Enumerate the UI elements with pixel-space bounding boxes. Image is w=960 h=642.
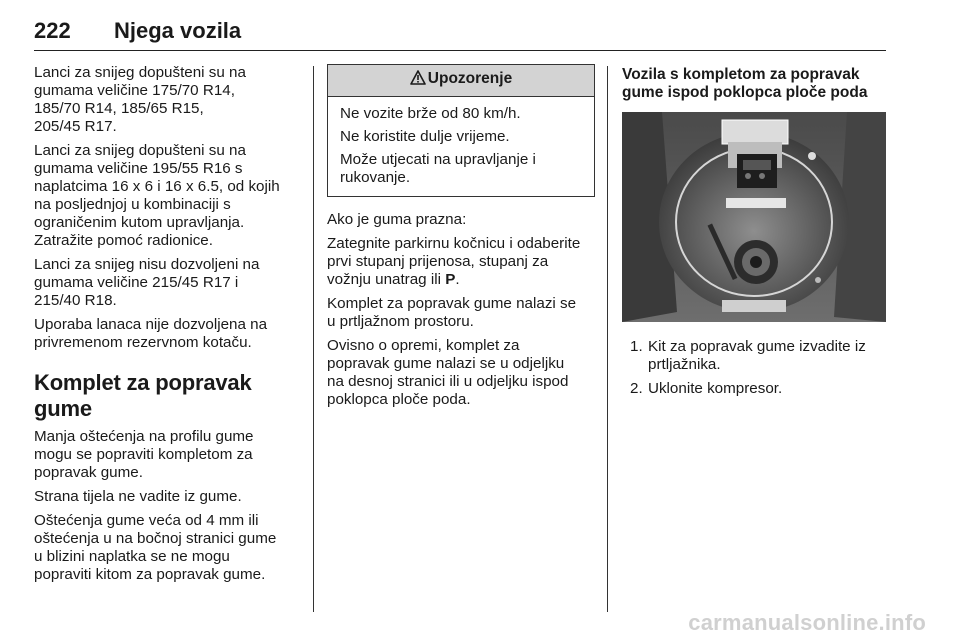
- paragraph-snow-chains-4: Uporaba lanaca nije dozvoljena na privremenom rezervnom kotaču.: [34, 316, 268, 351]
- paragraph-snow-chains-1: Lanci za snijeg dopušteni su na gumama veličine 175/70 R14, 185/70 R14, 185/65 R15, 205/45 R17.: [34, 64, 246, 135]
- column-divider: [313, 66, 314, 612]
- paragraph-kit-location: Komplet za popravak gume nalazi se u prtljažnom prostoru.: [327, 295, 577, 330]
- step-text: Kit za popravak gume izvadite iz prtljažnika.: [648, 338, 866, 373]
- warning-line: Ne vozite brže od 80 km/h.: [340, 105, 521, 122]
- column-right: [622, 64, 886, 404]
- warning-line: Može utjecati na upravljanje i rukovanje.: [340, 151, 536, 186]
- warning-title: Upozorenje: [427, 70, 513, 87]
- steps-list: [622, 338, 886, 398]
- section-title: Njega vozila: [114, 18, 242, 43]
- warning-line: Ne koristite dulje vrijeme.: [340, 128, 510, 145]
- page-number: 222: [34, 18, 71, 43]
- paragraph-flat-tyre: Ako je guma prazna:: [327, 211, 467, 228]
- parking-brake-text: Zategnite parkirnu kočnicu i odaberite prvi stupanj prijenosa, stupanj za vožnju unatrag ili: [327, 235, 581, 288]
- paragraph-repair-2: Strana tijela ne vadite iz gume.: [34, 488, 242, 505]
- paragraph-repair-1: Manja oštećenja na profilu gume mogu se popraviti kompletom za popravak gume.: [34, 428, 254, 481]
- column-left: [34, 64, 300, 590]
- warning-box: [327, 64, 595, 197]
- paragraph-snow-chains-3: Lanci za snijeg nisu dozvoljeni na gumama veličine 215/45 R17 i 215/40 R18.: [34, 256, 260, 309]
- trunk-photo: [622, 112, 886, 322]
- step-item: [622, 338, 886, 374]
- gear-p-label: P: [445, 271, 456, 288]
- paragraph-repair-3: Oštećenja gume veća od 4 mm ili oštećenja u na bočnoj stranici gume u blizini naplatka se ne mogu popraviti kitom za popravak gume.: [34, 512, 277, 583]
- column-divider: [607, 66, 608, 612]
- paragraph-parking-brake: [327, 235, 595, 289]
- warning-body: [328, 97, 594, 196]
- heading-underfloor-kit: Vozila s kompletom za popravak gume ispod poklopca ploče poda: [622, 66, 868, 101]
- header-rule: [34, 50, 886, 51]
- heading-tyre-repair-kit: Komplet za popravak gume: [34, 370, 252, 421]
- paragraph-kit-equipment: Ovisno o opremi, komplet za popravak gume nalazi se u odjeljku na desnoj stranici ili u odjeljku ispod poklopca ploče poda.: [327, 337, 569, 408]
- page-header: [34, 10, 886, 54]
- warning-header: [328, 65, 594, 97]
- column-middle: [327, 64, 595, 415]
- warning-triangle-icon: [410, 70, 426, 90]
- step-item: [622, 380, 886, 398]
- paragraph-snow-chains-2: Lanci za snijeg dopušteni su na gumama veličine 195/55 R16 s naplatcima 16 x 6 i 16 x 6.5, od kojih na posljednjoj u kombinaciji s ograničenim kutom upravljanja. Zatražite pomoć radionice.: [34, 142, 280, 249]
- watermark: carmanualsonline.info: [688, 610, 926, 635]
- parking-brake-end: .: [455, 271, 460, 288]
- step-text: Uklonite kompresor.: [648, 380, 783, 397]
- step-number: 1.: [630, 338, 643, 355]
- step-number: 2.: [630, 380, 643, 397]
